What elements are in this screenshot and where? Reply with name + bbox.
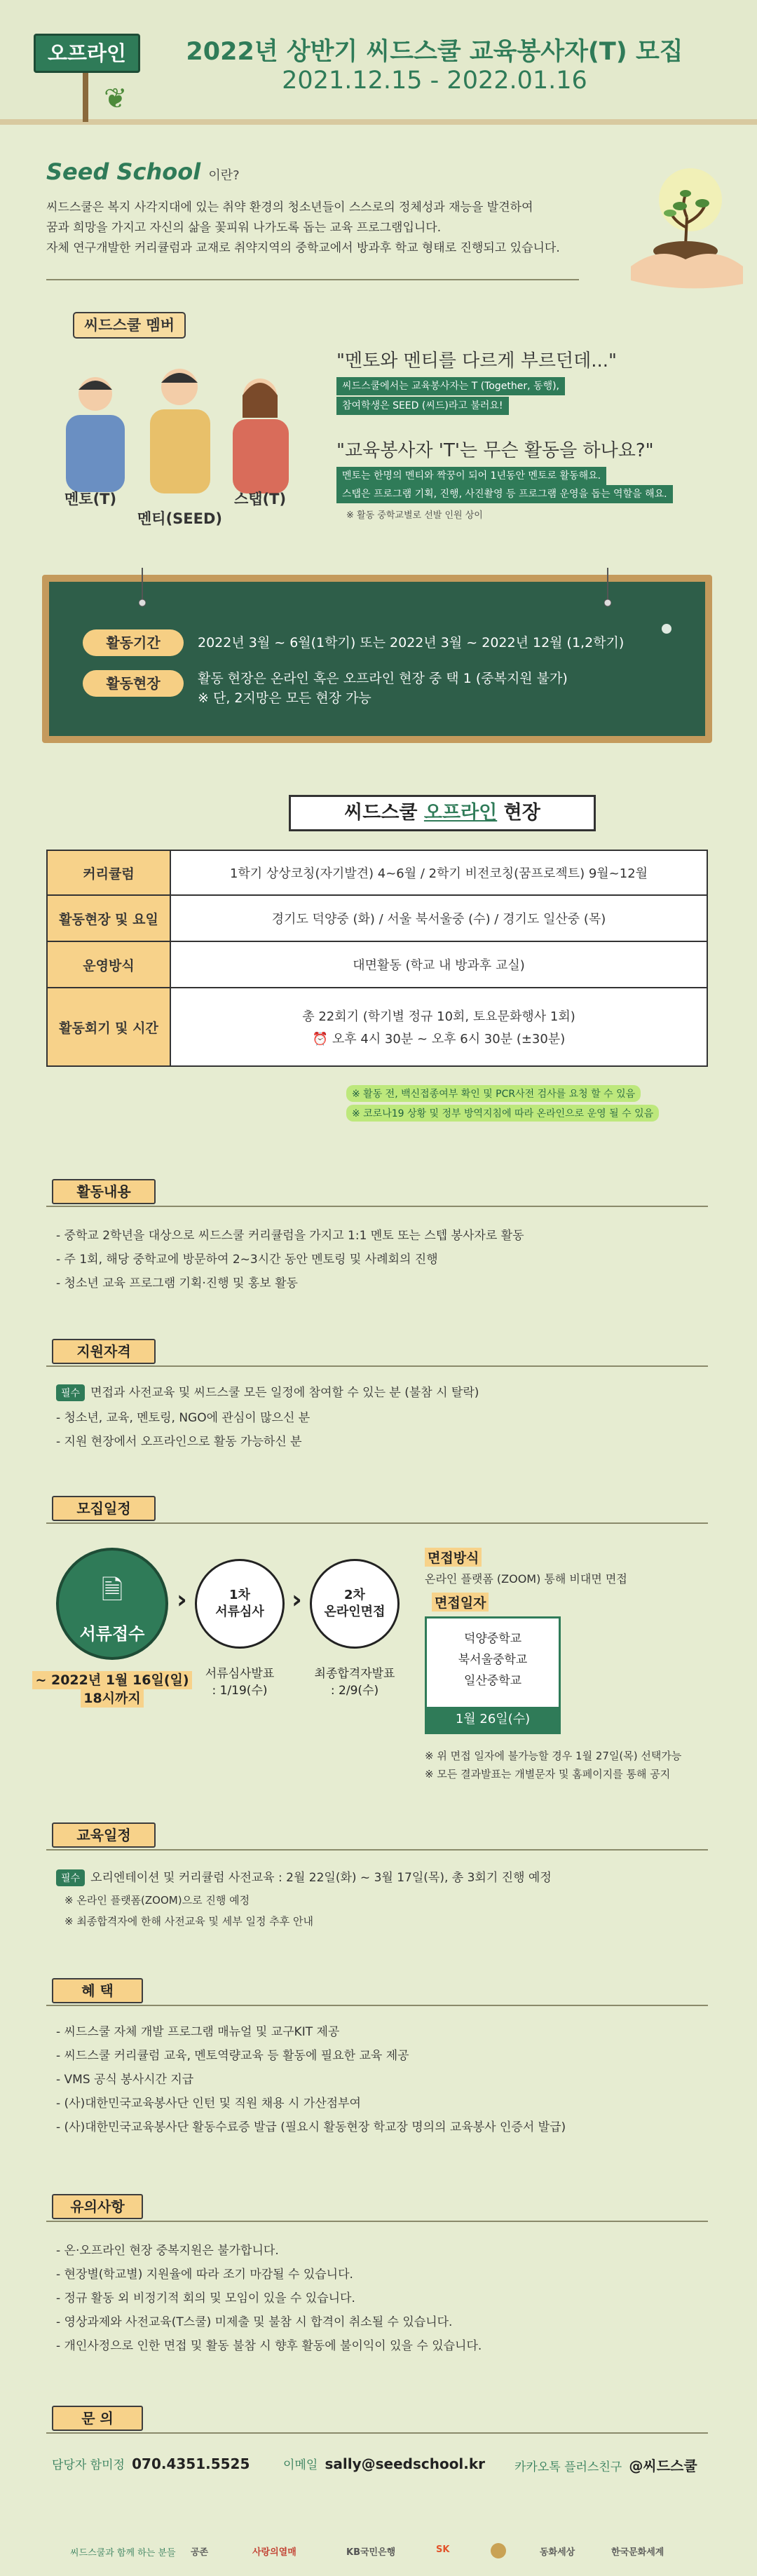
row-label: 활동회기 및 시간 bbox=[48, 988, 171, 1065]
members-tag: 씨드스쿨 멤버 bbox=[73, 312, 186, 339]
contact-phone: 담당자 함미정 070.4351.5525 bbox=[52, 2455, 250, 2472]
schedule-note: ※ 모든 결과발표는 개별문자 및 홈페이지를 통해 공지 bbox=[425, 1768, 671, 1780]
sponsor-emblem bbox=[491, 2543, 506, 2558]
count-line: 총 22회기 (학기별 정규 10회, 토요문화행사 1회) bbox=[302, 1009, 575, 1024]
row-label: 운영방식 bbox=[48, 942, 171, 987]
sponsor-logo: SK bbox=[436, 2544, 450, 2555]
answer-1-line: 씨드스쿨에서는 교육봉사자는 T (Together, 동행), bbox=[336, 377, 565, 395]
interview-date-label: 면접일자 bbox=[432, 1593, 489, 1611]
table-row bbox=[46, 896, 708, 942]
kakao-link[interactable]: @씨드스쿨 bbox=[629, 2458, 697, 2474]
table-row bbox=[46, 850, 708, 896]
board-pin bbox=[604, 568, 611, 610]
arrow-icon: › bbox=[177, 1586, 187, 1614]
sign-post bbox=[83, 73, 88, 122]
answer-2-line: 스탭은 프로그램 기획, 진행, 사진촬영 등 프로그램 운영을 돕는 역할을 해요. bbox=[336, 485, 673, 503]
table-row bbox=[46, 942, 708, 988]
question-2: "교육봉사자 'T'는 무슨 활동을 하나요?" bbox=[336, 440, 654, 461]
list-item: - 지원 현장에서 오프라인으로 활동 가능하신 분 bbox=[56, 1435, 302, 1449]
list-item: - (사)대한민국교육봉사단 활동수료증 발급 (필요시 활동현장 학교장 명의의 교육봉사 인증서 발급) bbox=[56, 2120, 566, 2134]
interview-method-value: 온라인 플랫폼 (ZOOM) 통해 비대면 면접 bbox=[425, 1572, 627, 1586]
required-badge: 필수 bbox=[56, 1869, 85, 1886]
question-1: "멘토와 멘티를 다르게 부르던데..." bbox=[336, 350, 618, 372]
row-value: 1학기 상상코칭(자기발견) 4~6월 / 2학기 비전코칭(꿈프로젝트) 9월~12월 bbox=[229, 866, 648, 881]
clock-icon: ⏰ bbox=[312, 1032, 332, 1047]
list-item: - 현장별(학교별) 지원율에 따라 조기 마감될 수 있습니다. bbox=[56, 2268, 353, 2282]
section-head-contact: 문 의 bbox=[52, 2406, 143, 2431]
school-name: 북서울중학교 bbox=[458, 1653, 528, 1667]
section-divider bbox=[46, 2221, 708, 2222]
recruit-dates: 2021.12.15 - 2022.01.16 bbox=[282, 67, 587, 95]
label-mentor: 멘토(T) bbox=[64, 491, 117, 507]
email-link[interactable]: sally@seedschool.kr bbox=[325, 2455, 486, 2472]
school-name: 덕양중학교 bbox=[463, 1632, 522, 1646]
list-item: - 영상과제와 사전교육(T스쿨) 미제출 및 불참 시 합격이 취소될 수 있습니다. bbox=[56, 2315, 453, 2329]
row-value bbox=[171, 988, 707, 1065]
site-value: 활동 현장은 온라인 혹은 오프라인 현장 중 택 1 (중복지원 불가) bbox=[198, 671, 568, 686]
step-interview-circle: 2차 온라인면접 bbox=[310, 1559, 400, 1649]
step-apply-circle: 🗎 서류접수 bbox=[56, 1548, 168, 1660]
list-item: ※ 최종합격자에 한해 사전교육 및 세부 일정 추후 안내 bbox=[64, 1915, 314, 1928]
phone-number[interactable]: 070.4351.5525 bbox=[132, 2455, 250, 2472]
list-item: ※ 온라인 플랫폼(ZOOM)으로 진행 예정 bbox=[64, 1894, 250, 1907]
sponsor-logo: KB국민은행 bbox=[346, 2547, 396, 2558]
intro-divider bbox=[46, 279, 579, 280]
document-icon: 🗎 bbox=[101, 1574, 123, 1605]
section-divider bbox=[46, 1365, 708, 1367]
list-item: - (사)대한민국교육봉사단 인턴 및 직원 채용 시 가산점부여 bbox=[56, 2097, 361, 2111]
chalk-dot bbox=[662, 624, 671, 634]
section-head-cautions: 유의사항 bbox=[52, 2194, 143, 2219]
sprout-icon: ❦ bbox=[104, 83, 128, 115]
field-note: ※ 활동 전, 백신접종여부 확인 및 PCR사전 검사를 요청 할 수 있음 bbox=[346, 1085, 641, 1102]
sponsor-logo: 한국문화세계 bbox=[611, 2547, 664, 2558]
list-item: - 청소년 교육 프로그램 기획·진행 및 홍보 활동 bbox=[56, 1276, 298, 1290]
row-label: 활동현장 및 요일 bbox=[48, 896, 171, 941]
contact-kakao: 카카오톡 플러스친구 @씨드스쿨 bbox=[514, 2458, 697, 2474]
row-label: 커리큘럼 bbox=[48, 851, 171, 894]
section-head-qualify: 지원자격 bbox=[52, 1339, 156, 1364]
section-divider bbox=[46, 2005, 708, 2006]
board-pin bbox=[139, 568, 146, 610]
section-divider bbox=[46, 1206, 708, 1207]
list-item: 필수 면접과 사전교육 및 씨드스쿨 모든 일정에 참여할 수 있는 분 (불참 시 탈락) bbox=[56, 1382, 479, 1401]
row-value: 경기도 덕양중 (화) / 서울 북서울중 (수) / 경기도 일산중 (목) bbox=[271, 912, 606, 927]
intro-line: 꿈과 희망을 가지고 자신의 삶을 꽃피워 나가도록 돕는 교육 프로그램입니다. bbox=[46, 221, 442, 235]
section-divider bbox=[46, 2432, 708, 2434]
section-divider bbox=[46, 1522, 708, 1524]
list-item: - 중학교 2학년을 대상으로 씨드스쿨 커리큘럼을 가지고 1:1 멘토 또는 스텝 봉사자로 활동 bbox=[56, 1229, 524, 1243]
page-title: 2022년 상반기 씨드스쿨 교육봉사자(T) 모집 bbox=[186, 38, 683, 66]
list-item: - 씨드스쿨 자체 개발 프로그램 매뉴얼 및 교구KIT 제공 bbox=[56, 2025, 340, 2039]
section-head-schedule: 모집일정 bbox=[52, 1496, 156, 1521]
field-note: ※ 코로나19 상황 및 정부 방역지침에 따라 온라인으로 운영 될 수 있음 bbox=[346, 1105, 659, 1122]
sponsor-footer bbox=[0, 2509, 757, 2576]
seed-school-logo: Seed School 이란? bbox=[46, 158, 240, 185]
interview-box bbox=[425, 1616, 561, 1734]
label-mentee: 멘티(SEED) bbox=[137, 510, 223, 527]
final-result: 최종합격자발표 : 2/9(수) bbox=[314, 1667, 395, 1698]
sponsor-logo: 동화세상 bbox=[540, 2547, 575, 2558]
list-item: - 개인사정으로 인한 면접 및 활동 불참 시 향후 활동에 불이익이 있을 수 있습니다. bbox=[56, 2339, 482, 2353]
school-name: 일산중학교 bbox=[463, 1674, 522, 1688]
list-item: - 정규 활동 외 비정기적 회의 및 모임이 있을 수 있습니다. bbox=[56, 2291, 355, 2305]
step-document-circle: 1차 서류심사 bbox=[195, 1559, 285, 1649]
list-item: - 씨드스쿨 커리큘럼 교육, 멘토역량교육 등 활동에 필요한 교육 제공 bbox=[56, 2049, 409, 2063]
list-item: - 주 1회, 해당 중학교에 방문하여 2~3시간 동안 멘토링 및 사례회의 진행 bbox=[56, 1253, 438, 1267]
interview-date: 1월 26일(수) bbox=[427, 1707, 559, 1732]
site-tag: 활동현장 bbox=[83, 670, 184, 697]
arrow-icon: › bbox=[292, 1586, 302, 1614]
sponsor-logo: 사랑의열매 bbox=[252, 2547, 296, 2558]
table-row bbox=[46, 988, 708, 1067]
list-item: - 온·오프라인 현장 중복지원은 불가합니다. bbox=[56, 2244, 279, 2258]
members-note: ※ 활동 중학교별로 선발 인원 상이 bbox=[346, 510, 483, 521]
contact-email: 이메일 sally@seedschool.kr bbox=[283, 2455, 486, 2472]
time-line: ⏰ 오후 4시 30분 ~ 오후 6시 30분 (±30분) bbox=[312, 1032, 566, 1047]
section-divider bbox=[46, 1849, 708, 1851]
offline-badge: 오프라인 bbox=[34, 34, 140, 73]
answer-1-line: 참여학생은 SEED (씨드)라고 불러요! bbox=[336, 397, 509, 415]
list-item: - 청소년, 교육, 멘토링, NGO에 관심이 많으신 분 bbox=[56, 1411, 311, 1425]
doc-result: 서류심사발표 : 1/19(수) bbox=[205, 1667, 275, 1698]
list-item: 필수 오리엔테이션 및 커리큘럼 사전교육 : 2월 22일(화) ~ 3월 17일(목), 총 3회기 진행 예정 bbox=[56, 1867, 552, 1886]
section-head-education: 교육일정 bbox=[52, 1822, 156, 1848]
site-note: ※ 단, 2지망은 모든 현장 가능 bbox=[198, 690, 371, 706]
row-value: 대면활동 (학교 내 방과후 교실) bbox=[353, 958, 525, 973]
section-head-activity: 활동내용 bbox=[52, 1179, 156, 1204]
schedule-note: ※ 위 면접 일자에 불가능할 경우 1월 27일(목) 선택가능 bbox=[425, 1750, 682, 1762]
sponsor-label: 씨드스쿨과 함께 하는 분들 bbox=[70, 2548, 176, 2558]
list-item: - VMS 공식 봉사시간 지급 bbox=[56, 2073, 194, 2087]
label-staff: 스탭(T) bbox=[234, 491, 287, 507]
required-badge: 필수 bbox=[56, 1384, 85, 1401]
period-tag: 활동기간 bbox=[83, 629, 184, 656]
field-title: 씨드스쿨 오프라인 현장 bbox=[289, 795, 596, 831]
intro-line: 씨드스쿨은 복지 사각지대에 있는 취약 환경의 청소년들이 스스로의 정체성과 재능을 발견하여 bbox=[46, 200, 533, 214]
field-table bbox=[46, 850, 708, 1067]
sponsor-logo: 공존 bbox=[191, 2547, 209, 2558]
hands-with-plant-illustration bbox=[603, 161, 743, 301]
interview-method-label: 면접방식 bbox=[425, 1548, 482, 1567]
period-value: 2022년 3월 ~ 6월(1학기) 또는 2022년 3월 ~ 2022년 12월 (1,2학기) bbox=[198, 635, 625, 650]
intro-line: 자체 연구개발한 커리큘럼과 교재로 취약지역의 중학교에서 방과후 학교 형태로 진행되고 있습니다. bbox=[46, 241, 560, 255]
apply-deadline: ~ 2022년 1월 16일(일) 18시까지 bbox=[28, 1671, 196, 1708]
section-head-benefits: 혜 택 bbox=[52, 1978, 143, 2003]
answer-2-line: 멘토는 한명의 멘티와 짝꿍이 되어 1년동안 멘토로 활동해요. bbox=[336, 467, 606, 485]
